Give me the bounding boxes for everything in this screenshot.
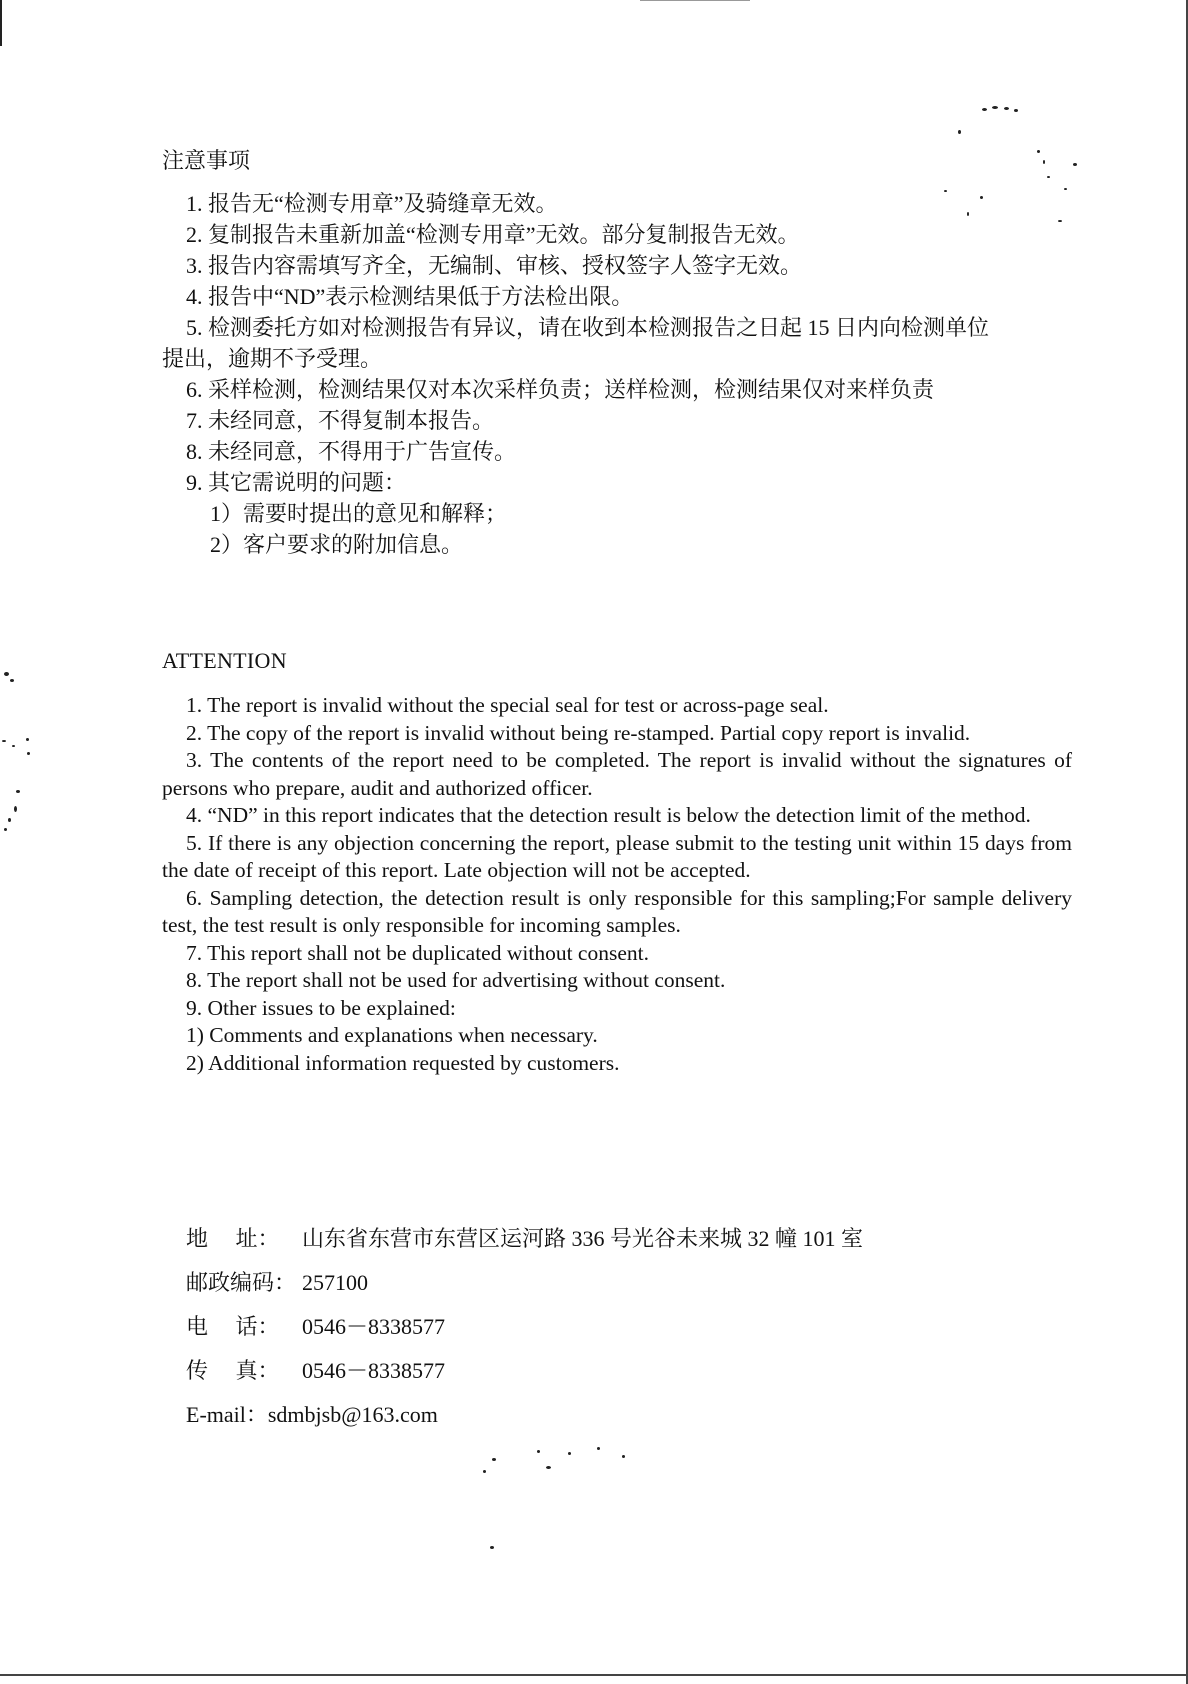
scan-speck [546,1466,551,1469]
scan-speck [490,1546,494,1549]
notes-cn-item: 5. 检测委托方如对检测报告有异议，请在收到本检测报告之日起 15 日内向检测单位 [186,315,990,340]
page-edge-left [0,0,2,46]
scan-speck [967,212,969,216]
contact-address-row [186,1222,863,1253]
notes-cn-item: 9. 其它需说明的问题： [186,470,407,495]
scan-speck [4,672,9,676]
notes-cn-subitem: 2）客户要求的附加信息。 [210,532,464,557]
contact-fax-label: 传 真： [186,1358,280,1383]
notes-en-list [162,692,1072,1077]
scan-speck [958,130,961,134]
scan-speck [14,806,17,812]
notes-en-subitem: 2) Additional information requested by customers. [186,1050,620,1075]
scan-speck [1047,176,1050,178]
scan-speck [982,108,987,111]
notes-cn-item: 7. 未经同意，不得复制本报告。 [186,408,495,433]
scan-speck [944,190,947,192]
scan-speck [1037,150,1040,153]
contact-address-label: 地 址： [186,1226,280,1251]
notes-cn-item: 3. 报告内容需填写齐全，无编制、审核、授权签字人签字无效。 [186,253,803,278]
contact-fax: 0546－8338577 [302,1358,446,1383]
notes-en-item: 9. Other issues to be explained: [186,995,456,1020]
notes-cn-subitem: 1）需要时提出的意见和解释； [210,501,508,526]
contact-email: sdmbjsb@163.com [267,1402,438,1427]
contact-phone-row [186,1310,445,1341]
contact-address: 山东省东营市东营区运河路 336 号光谷未来城 32 幢 101 室 [302,1226,864,1251]
scan-speck [597,1447,600,1450]
notes-en-item: 1. The report is invalid without the special seal for test or across-page seal. [186,693,829,717]
notes-cn-item: 2. 复制报告未重新加盖“检测专用章”无效。部分复制报告无效。 [186,222,800,247]
notes-cn-item: 6. 采样检测，检测结果仅对本次采样负责；送样检测，检测结果仅对来样负责 [186,377,935,402]
notes-en-subitem: 1) Comments and explanations when necessary. [186,1023,598,1047]
scan-speck [26,738,29,741]
notes-cn-title: 注意事项 [162,148,251,173]
page-edge-top [640,0,750,1]
scan-speck [27,752,30,755]
page-edge-bottom [0,1674,1188,1676]
contact-email-label: E-mail： [186,1402,268,1427]
contact-fax-row [186,1354,445,1385]
notes-en-item: 6. Sampling detection, the detection result is only responsible for this sampling;For sample delivery test, the test result is only responsible for incoming samples. [162,885,1072,937]
scan-speck [1064,188,1067,190]
scan-speck [483,1470,486,1473]
scan-speck [537,1450,540,1453]
notes-en-item: 3. The contents of the report need to be completed. The report is invalid without the signatures of persons who prepare, audit and authorized officer. [162,748,1072,800]
contact-email-row [186,1398,438,1429]
scan-speck [1043,160,1045,164]
scan-speck [1014,109,1018,112]
scan-speck [1073,163,1077,166]
scan-speck [1058,220,1062,222]
contact-postcode-label: 邮政编码： [186,1270,297,1295]
scan-speck [568,1452,571,1455]
notes-en-item: 8. The report shall not be used for advertising without consent. [186,968,726,992]
scan-speck [1004,107,1009,110]
notes-cn-item-continued: 提出，逾期不予受理。 [162,346,383,371]
contact-postcode: 257100 [302,1270,368,1295]
scan-speck [992,106,998,109]
notes-en-item: 5. If there is any objection concerning the report, please submit to the testing unit within 15 days from the date of receipt of this report. Late objection will not be accepted. [162,830,1072,882]
notes-en-item: 4. “ND” in this report indicates that the detection result is below the detection limit of the method. [186,803,1031,827]
notes-cn-item: 4. 报告中“ND”表示检测结果低于方法检出限。 [186,284,634,309]
scan-speck [492,1458,496,1461]
scan-speck [2,740,6,742]
notes-en-item: 7. This report shall not be duplicated without consent. [186,940,649,965]
notes-cn-list [162,188,1072,560]
scan-speck [622,1455,625,1458]
notes-cn-item: 1. 报告无“检测专用章”及骑缝章无效。 [186,191,558,216]
notes-en-item: 2. The copy of the report is invalid without being re-stamped. Partial copy report is invalid. [186,720,971,745]
contact-phone: 0546－8338577 [302,1314,446,1339]
contact-postcode-row [186,1266,368,1297]
scan-speck [16,790,20,793]
scan-speck [980,196,983,199]
scan-speck [4,828,7,831]
notes-en-title: ATTENTION [162,648,287,673]
scan-speck [12,745,15,747]
notes-cn-item: 8. 未经同意，不得用于广告宣传。 [186,439,517,464]
contact-phone-label: 电 话： [186,1314,280,1339]
scan-speck [8,818,11,822]
scan-speck [10,679,14,682]
